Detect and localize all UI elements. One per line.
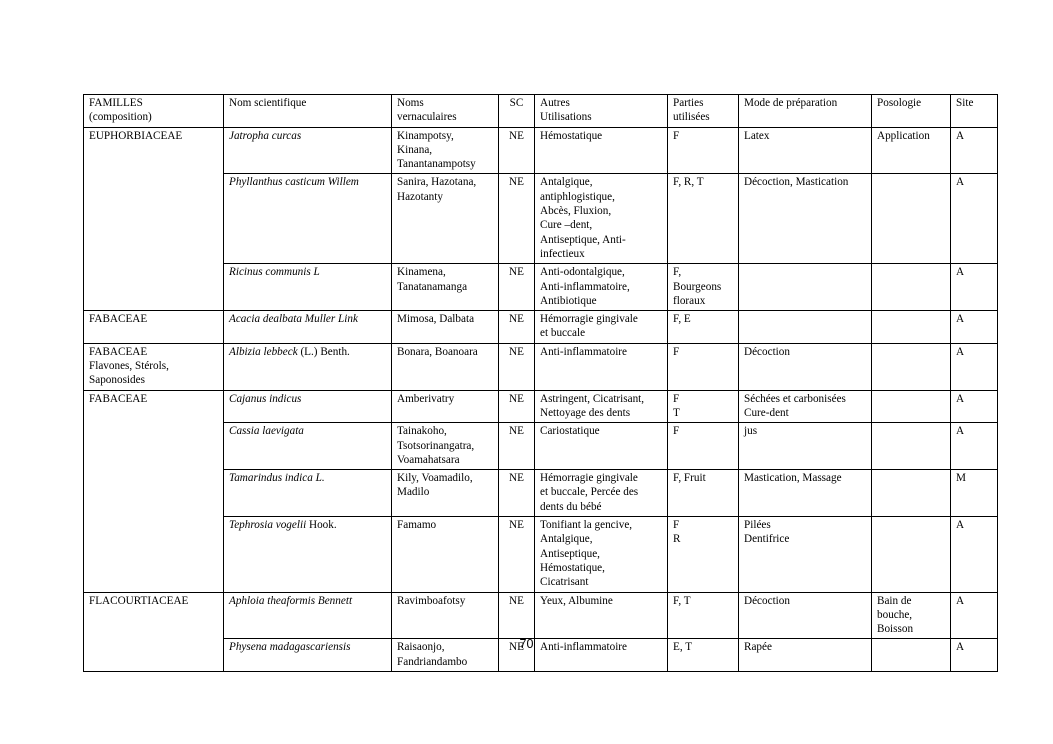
- preparation-cell: [739, 311, 872, 344]
- sc-cell: NE: [499, 390, 535, 423]
- scientific-name-cell: [224, 423, 392, 470]
- site-cell: A: [951, 174, 998, 264]
- uses-cell: Hémorragie gingivale et buccale: [535, 311, 668, 344]
- posology-cell: Bain de bouche, Boisson: [872, 592, 951, 639]
- uses-cell: Hémorragie gingivale et buccale, Percée des dents du bébé: [535, 470, 668, 517]
- uses-cell: Anti-inflammatoire: [535, 343, 668, 390]
- sc-cell: NE: [499, 517, 535, 592]
- scientific-name: Aphloia theaformis Bennett: [229, 594, 353, 607]
- table-row: [84, 343, 998, 390]
- page-number: 70: [519, 637, 534, 651]
- parts-cell: F: [668, 423, 739, 470]
- vernacular-names-cell: Kinampotsy, Kinana, Tanantanampotsy: [392, 127, 499, 174]
- scientific-name-cell: [224, 127, 392, 174]
- posology-cell: [872, 311, 951, 344]
- sc-cell: NE: [499, 264, 535, 311]
- site-cell: A: [951, 639, 998, 672]
- scientific-name: Cajanus indicus: [229, 392, 302, 405]
- posology-cell: Application: [872, 127, 951, 174]
- uses-cell: Astringent, Cicatrisant, Nettoyage des dents: [535, 390, 668, 423]
- scientific-name: Ricinus communis L: [229, 266, 320, 279]
- parts-cell: F, E: [668, 311, 739, 344]
- sc-cell: NE: [499, 639, 535, 672]
- preparation-cell: Latex: [739, 127, 872, 174]
- parts-cell: F, T: [668, 592, 739, 639]
- header-nom-scientifique: Nom scientifique: [224, 95, 392, 128]
- table-row: [84, 127, 998, 174]
- family-cell: FABACEAE: [84, 311, 224, 344]
- header-site: Site: [951, 95, 998, 128]
- scientific-name: Albizia lebbeck: [229, 345, 298, 358]
- scientific-name: Tamarindus indica L.: [229, 472, 325, 485]
- uses-cell: Anti-inflammatoire: [535, 639, 668, 672]
- sc-cell: NE: [499, 423, 535, 470]
- vernacular-names-cell: Bonara, Boanoara: [392, 343, 499, 390]
- vernacular-names-cell: Tainakoho, Tsotsorinangatra, Voamahatsara: [392, 423, 499, 470]
- sc-cell: NE: [499, 592, 535, 639]
- vernacular-names-cell: Raisaonjo, Fandriandambo: [392, 639, 499, 672]
- site-cell: A: [951, 592, 998, 639]
- preparation-cell: [739, 264, 872, 311]
- vernacular-names-cell: Mimosa, Dalbata: [392, 311, 499, 344]
- site-cell: A: [951, 423, 998, 470]
- parts-cell: F, Fruit: [668, 470, 739, 517]
- parts-cell: F: [668, 343, 739, 390]
- vernacular-names-cell: Amberivatry: [392, 390, 499, 423]
- table-row: [84, 390, 998, 423]
- site-cell: M: [951, 470, 998, 517]
- site-cell: A: [951, 517, 998, 592]
- preparation-cell: jus: [739, 423, 872, 470]
- site-cell: A: [951, 311, 998, 344]
- sc-cell: NE: [499, 470, 535, 517]
- parts-cell: F R: [668, 517, 739, 592]
- site-cell: A: [951, 264, 998, 311]
- header-posologie: Posologie: [872, 95, 951, 128]
- scientific-name-cell: [224, 517, 392, 592]
- vernacular-names-cell: Famamo: [392, 517, 499, 592]
- scientific-name: Cassia laevigata: [229, 425, 304, 438]
- family-cell: FABACEAE: [84, 390, 224, 592]
- posology-cell: [872, 423, 951, 470]
- posology-cell: [872, 517, 951, 592]
- preparation-cell: Rapée: [739, 639, 872, 672]
- plants-table: [83, 94, 998, 672]
- scientific-name: Acacia dealbata Muller Link: [229, 313, 358, 326]
- header-famille: FAMILLES (composition): [84, 95, 224, 128]
- vernacular-names-cell: Kinamena, Tanatanamanga: [392, 264, 499, 311]
- scientific-author: Hook.: [306, 519, 337, 532]
- header-parties-utilisees: Parties utilisées: [668, 95, 739, 128]
- posology-cell: [872, 390, 951, 423]
- sc-cell: NE: [499, 127, 535, 174]
- preparation-cell: Mastication, Massage: [739, 470, 872, 517]
- scientific-author: (L.) Benth.: [297, 345, 350, 358]
- scientific-name-cell: [224, 390, 392, 423]
- scientific-name: Physena madagascariensis: [229, 641, 351, 654]
- sc-cell: NE: [499, 311, 535, 344]
- parts-cell: F, Bourgeons floraux: [668, 264, 739, 311]
- posology-cell: [872, 264, 951, 311]
- header-noms-vernaculaires: Noms vernaculaires: [392, 95, 499, 128]
- header-row: [84, 95, 998, 128]
- scientific-name: Tephrosia vogelii: [229, 519, 307, 532]
- table-row: [84, 311, 998, 344]
- header-sc: SC: [499, 95, 535, 128]
- header-mode-preparation: Mode de préparation: [739, 95, 872, 128]
- uses-cell: Cariostatique: [535, 423, 668, 470]
- vernacular-names-cell: Sanira, Hazotana, Hazotanty: [392, 174, 499, 264]
- uses-cell: Antalgique, antiphlogistique, Abcès, Fluxion, Cure –dent, Antiseptique, Anti- infectieux: [535, 174, 668, 264]
- uses-cell: Yeux, Albumine: [535, 592, 668, 639]
- family-cell: EUPHORBIACEAE: [84, 127, 224, 311]
- scientific-name: Jatropha curcas: [229, 129, 302, 142]
- site-cell: A: [951, 127, 998, 174]
- preparation-cell: Décoction, Mastication: [739, 174, 872, 264]
- family-cell: FLACOURTIACEAE: [84, 592, 224, 671]
- uses-cell: Tonifiant la gencive, Antalgique, Antiseptique, Hémostatique, Cicatrisant: [535, 517, 668, 592]
- sc-cell: NE: [499, 174, 535, 264]
- preparation-cell: Pilées Dentifrice: [739, 517, 872, 592]
- scientific-name-cell: [224, 470, 392, 517]
- family-cell: FABACEAE Flavones, Stérols, Saponosides: [84, 343, 224, 390]
- parts-cell: E, T: [668, 639, 739, 672]
- scientific-name-cell: [224, 264, 392, 311]
- posology-cell: [872, 174, 951, 264]
- sc-cell: NE: [499, 343, 535, 390]
- scientific-name-cell: [224, 343, 392, 390]
- preparation-cell: Séchées et carbonisées Cure-dent: [739, 390, 872, 423]
- scientific-name-cell: [224, 592, 392, 639]
- uses-cell: Hémostatique: [535, 127, 668, 174]
- site-cell: A: [951, 343, 998, 390]
- scientific-name: Phyllanthus casticum Willem: [229, 176, 359, 189]
- vernacular-names-cell: Kily, Voamadilo, Madilo: [392, 470, 499, 517]
- parts-cell: F, R, T: [668, 174, 739, 264]
- vernacular-names-cell: Ravimboafotsy: [392, 592, 499, 639]
- posology-cell: [872, 470, 951, 517]
- parts-cell: F T: [668, 390, 739, 423]
- scientific-name-cell: [224, 311, 392, 344]
- site-cell: A: [951, 390, 998, 423]
- scientific-name-cell: [224, 174, 392, 264]
- preparation-cell: Décoction: [739, 592, 872, 639]
- preparation-cell: Décoction: [739, 343, 872, 390]
- header-autres-utilisations: Autres Utilisations: [535, 95, 668, 128]
- parts-cell: F: [668, 127, 739, 174]
- uses-cell: Anti-odontalgique, Anti-inflammatoire, Antibiotique: [535, 264, 668, 311]
- posology-cell: [872, 343, 951, 390]
- table-row: [84, 592, 998, 639]
